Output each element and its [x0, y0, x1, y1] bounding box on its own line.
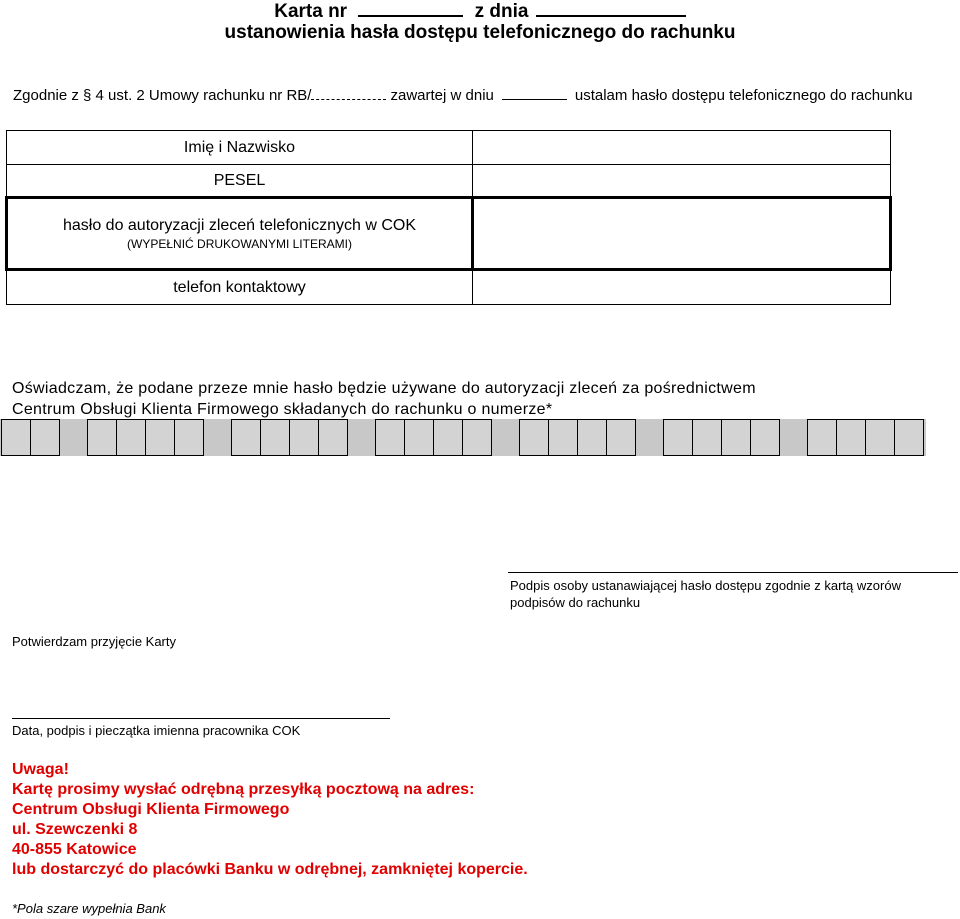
title-prefix: Karta nr: [274, 1, 348, 22]
account-digit-box[interactable]: [289, 419, 319, 456]
password-field[interactable]: [473, 198, 891, 270]
warning-line: 40-855 Katowice: [12, 841, 137, 858]
account-digit-box[interactable]: [548, 419, 578, 456]
account-number-boxes: [0, 419, 926, 456]
account-digit-box[interactable]: [404, 419, 434, 456]
warning-line: Kartę prosimy wysłać odrębną przesyłką pocztową na adres:: [12, 781, 475, 798]
account-digit-box[interactable]: [692, 419, 722, 456]
pesel-field[interactable]: [473, 165, 891, 198]
client-signature-caption: [510, 577, 901, 611]
client-signature-caption-line-2: podpisów do rachunku: [510, 595, 641, 610]
title-date-label: z dnia: [474, 1, 529, 22]
account-digit-box[interactable]: [894, 419, 924, 456]
phone-field[interactable]: [473, 270, 891, 305]
account-digit-box[interactable]: [87, 419, 117, 456]
account-digit-box[interactable]: [577, 419, 607, 456]
account-digit-box[interactable]: [116, 419, 146, 456]
warning-block: [12, 760, 528, 880]
client-signature-line[interactable]: [508, 572, 958, 573]
contract-number-blank: [311, 89, 386, 100]
account-digit-box[interactable]: [318, 419, 348, 456]
card-subtitle: ustanowienia hasła dostępu telefonicznego do rachunku: [224, 22, 736, 43]
account-digit-box[interactable]: [750, 419, 780, 456]
warning-line: Centrum Obsługi Klienta Firmowego: [12, 801, 290, 818]
account-digit-box[interactable]: [865, 419, 895, 456]
account-digit-box[interactable]: [433, 419, 463, 456]
employee-signature-caption: Data, podpis i pieczątka imienna pracownika COK: [12, 723, 301, 738]
form-row-name: [7, 131, 891, 165]
account-digit-box[interactable]: [1, 419, 31, 456]
warning-title: Uwaga!: [12, 761, 69, 778]
name-field[interactable]: [473, 131, 891, 165]
account-digit-box[interactable]: [721, 419, 751, 456]
password-form-table: [5, 130, 892, 305]
name-label: Imię i Nazwisko: [7, 131, 473, 165]
account-digit-box[interactable]: [807, 419, 837, 456]
card-date-blank: [536, 0, 686, 17]
contract-date-blank: [502, 89, 567, 100]
warning-line: lub dostarczyć do placówki Banku w odrębnej, zamkniętej kopercie.: [12, 861, 528, 878]
account-digit-box[interactable]: [145, 419, 175, 456]
account-digit-box[interactable]: [231, 419, 261, 456]
pesel-label: PESEL: [7, 165, 473, 198]
form-row-pesel: [7, 165, 891, 198]
phone-label: telefon kontaktowy: [7, 270, 473, 305]
intro-part3: ustalam hasło dostępu telefonicznego do rachunku: [574, 87, 913, 104]
account-digit-box[interactable]: [606, 419, 636, 456]
declaration-line-2: Centrum Obsługi Klienta Firmowego składanych do rachunku o numerze*: [12, 401, 553, 418]
client-signature-caption-line-1: Podpis osoby ustanawiającej hasło dostępu zgodnie z kartą wzorów: [510, 578, 901, 593]
account-digit-box[interactable]: [260, 419, 290, 456]
form-row-phone: [7, 270, 891, 305]
password-label: hasło do autoryzacji zleceń telefonicznych w COK: [62, 216, 417, 234]
account-digit-box[interactable]: [836, 419, 866, 456]
footnote: *Pola szare wypełnia Bank: [12, 901, 166, 916]
intro-part1: Zgodnie z § 4 ust. 2 Umowy rachunku nr RB/: [13, 87, 312, 104]
employee-signature-line[interactable]: [12, 718, 390, 719]
password-note: (WYPEŁNIĆ DRUKOWANYMI LITERAMI): [127, 236, 352, 251]
account-digit-box[interactable]: [375, 419, 405, 456]
intro-text: [13, 87, 913, 104]
account-digit-box[interactable]: [30, 419, 60, 456]
account-digit-box[interactable]: [462, 419, 492, 456]
password-label-cell: [7, 198, 473, 270]
warning-line: ul. Szewczenki 8: [12, 821, 138, 838]
account-digit-box[interactable]: [519, 419, 549, 456]
account-digit-box[interactable]: [174, 419, 204, 456]
declaration: [12, 378, 852, 420]
account-digit-box[interactable]: [663, 419, 693, 456]
form-row-password: [7, 198, 891, 270]
declaration-line-1: Oświadczam, że podane przeze mnie hasło będzie używane do autoryzacji zleceń za pośrednictwem: [12, 380, 756, 397]
intro-part2: zawartej w dniu: [390, 87, 494, 104]
confirm-label: Potwierdzam przyjęcie Karty: [12, 634, 176, 649]
card-number-blank: [358, 0, 463, 17]
